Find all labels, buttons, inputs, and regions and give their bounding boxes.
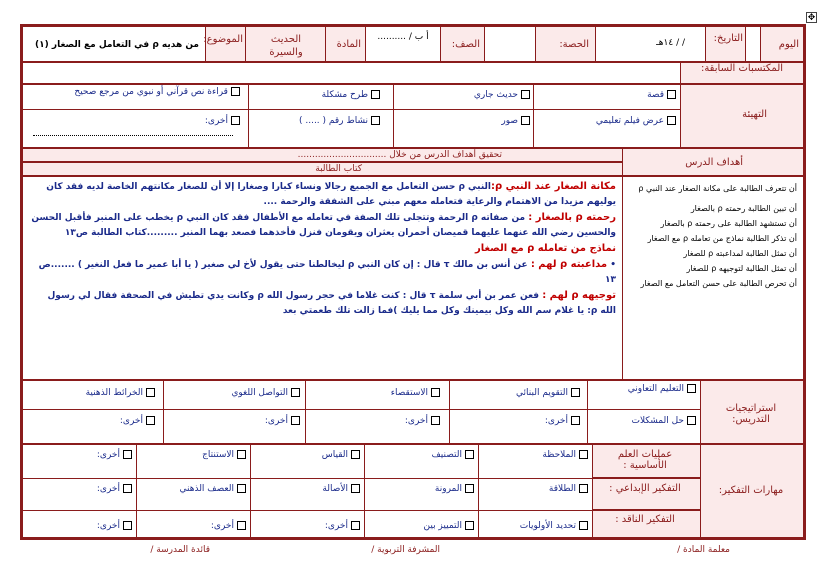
lesson-body: فعن عمر بن أبي سلمة τ قال : كنت غلاما في حجر رسول الله ρ وكانت يدي تطيش في الصحفة فقال لي رسول الله ρ: يا غلام سم الله وكل بيمينك وكل مما يليك )فما زالت تلك طعمتي بعد [47,291,616,316]
strategy-label: التعليم التعاوني [627,384,684,394]
skill-label: أخرى: [324,521,348,531]
objectives-header: تحقيق أهداف الدرس من خلال ............................... [297,150,502,160]
skill-other[interactable] [325,520,360,532]
basic-science-label-cell [592,444,701,478]
period-value-cell[interactable] [484,26,536,62]
warmup-label-cell [680,84,804,148]
period-label: الحصة: [559,39,589,50]
date-cell [705,26,746,62]
checkbox-icon[interactable] [571,388,580,397]
creative-thinking-label-cell [592,478,701,510]
skill-other[interactable] [97,520,132,532]
skill-label: أخرى: [210,521,234,531]
lesson-paragraph-2 [29,210,616,241]
date-value: / / ١٤هـ [656,38,685,48]
warmup-option-current-event[interactable] [474,89,530,101]
lesson-heading: مداعبته ρ لهم : [530,259,608,270]
thinking-grid [22,444,593,538]
student-book-cell [22,162,623,176]
strategies-grid [22,380,701,444]
prior-knowledge-label-cell [680,62,804,84]
checkbox-icon[interactable] [465,484,474,493]
warmup-option-label: قصة [647,90,664,100]
checkbox-icon[interactable] [231,116,240,125]
checkbox-icon[interactable] [146,416,155,425]
skill-originality[interactable] [322,483,360,495]
checkbox-icon[interactable] [521,116,530,125]
checkbox-icon[interactable] [371,90,380,99]
checkbox-icon[interactable] [123,521,132,530]
skill-brainstorming[interactable] [180,483,247,495]
day-cell [760,26,804,62]
checkbox-icon[interactable] [351,450,360,459]
skill-label: أخرى: [96,450,120,460]
skill-label: الاستنتاج [202,450,234,460]
checkbox-icon[interactable] [291,416,300,425]
topic-value: من هديه ρ في التعامل مع الصغار (١) [35,40,199,50]
skill-label: أخرى: [96,484,120,494]
warmup-option-label: نشاط رقم ( ..... ) [298,116,368,126]
lesson-body: من صفاته ρ الرحمة وتتجلى تلك الصفة في تعامله مع الأطفال فقد كان النبي ρ يخطب على المنبر فأقبل الحسن والحسين رضي الله عنهما عليهما قميصان أحمران يعثران ويقومان فنزل فأخذهما فصعد بهما المنبر .........كتاب الطالبة ص١٣ [31,213,616,238]
strategy-other[interactable] [545,415,580,427]
checkbox-icon[interactable] [351,484,360,493]
warmup-options [22,84,681,148]
lesson-paragraph-5 [29,288,616,319]
checkbox-icon[interactable] [579,484,588,493]
checkbox-icon[interactable] [431,416,440,425]
lesson-heading: توجيهه ρ لهم : [542,290,616,301]
prior-knowledge-field[interactable] [22,62,681,84]
day-label: اليوم [778,39,799,50]
skill-label: التمييز بين [423,521,462,531]
objective-item: أن تستشهد الطالبة على رحمته ρ بالصغار [660,219,797,228]
topic-value-cell [22,26,206,62]
skill-label: المرونة [434,484,462,494]
strategies-label-cell [700,380,804,444]
checkbox-icon[interactable] [237,521,246,530]
skill-other[interactable] [97,449,132,461]
lesson-heading: نماذج من تعامله ρ مع الصغار [474,243,616,254]
thinking-label: مهارات التفكير: [718,485,784,496]
week-label: أ ب / .......... [377,32,429,42]
strategy-other[interactable] [405,415,440,427]
skill-label: العصف الذهني [179,484,234,494]
critical-thinking-label: التفكير الناقد : [615,514,675,525]
critical-thinking-label-cell [592,510,701,538]
checkbox-icon[interactable] [571,416,580,425]
warmup-other-dots [33,127,233,136]
prior-knowledge-label: المكتسبات السابقة: [700,63,784,74]
move-handle-icon[interactable]: ✥ [807,13,816,23]
skill-label: الطلاقة [548,484,576,494]
lesson-body: النبي ρ حسن التعامل مع الجميع رجالا ونساء كبارا وصغارا إلا أن للصغار مكانتهم الخاصة لديه فقد كان يوليهم مزيدا من الاهتمام والرعاية فتعامله معهم مبني على الشفقة والرحمة .... [46,182,616,207]
objectives-header-cell [22,148,623,162]
checkbox-icon[interactable] [687,416,696,425]
warmup-option-pictures[interactable] [501,115,530,127]
date-value-cell[interactable] [595,26,706,62]
date-label: التاريخ: [713,33,743,44]
strategy-problem-solving[interactable] [631,415,696,427]
skill-label: التصنيف [431,450,462,460]
strategy-mindmaps[interactable] [86,387,155,399]
warmup-option-label: أخرى: [204,116,228,126]
checkbox-icon[interactable] [231,87,240,96]
strategy-label: التقويم البنائي [516,388,568,398]
warmup-option-activity[interactable] [299,115,380,127]
strategy-label: أخرى: [544,416,568,426]
skill-observation[interactable] [542,449,588,461]
warmup-option-text[interactable] [26,87,240,98]
lesson-paragraph-4: • مداعبته ρ لهم : عن أنس بن مالك τ قال : إن كان النبي ρ ليخالطنا حتى يقول لأخ لي صغير ( يا أبا عمير ما فعل النغير ) .......ص ١٣ [38,259,616,285]
checkbox-icon[interactable] [371,116,380,125]
supervisor-signature: المشرفة التربوية / [371,545,440,555]
day-value-cell[interactable] [745,26,761,62]
skill-fluency[interactable] [549,483,588,495]
objective-item: أن تبين الطالبة رحمته ρ بالصغار [690,204,797,213]
checkbox-icon[interactable] [579,450,588,459]
warmup-option-label: صور [501,116,518,126]
strategy-label: الخرائط الذهنية [85,388,143,398]
strategy-other[interactable] [120,415,155,427]
objectives-list [622,176,804,380]
skill-label: القياس [321,450,348,460]
strategy-label: أخرى: [264,416,288,426]
topic-cell [205,26,246,62]
objective-item: أن تحرص الطالبة على حسن التعامل مع الصغار [640,279,797,288]
strategy-label: أخرى: [119,416,143,426]
objective-item: أن تمثل الطالبة لتوجيهه ρ للصغار [686,264,797,273]
strategy-label: أخرى: [404,416,428,426]
lesson-content [22,176,623,380]
principal-signature: قائدة المدرسة / [150,545,210,555]
skill-label: تحديد الأولويات [519,521,576,531]
checkbox-icon[interactable] [146,388,155,397]
warmup-option-other[interactable] [205,115,240,127]
strategy-other[interactable] [265,415,300,427]
lesson-heading: مكانة الصغار عند النبي ρ: [490,181,616,192]
warmup-option-story[interactable] [647,89,676,101]
subject-cell [325,26,366,62]
skill-other[interactable] [211,520,246,532]
week-cell[interactable] [365,26,441,62]
skill-distinguishing[interactable] [424,520,475,532]
lesson-paragraph-1 [29,179,616,210]
checkbox-icon[interactable] [521,90,530,99]
basic-science-label: عمليات العلم الأساسية : [617,449,673,471]
checkbox-icon[interactable] [123,484,132,493]
unit-cell [245,26,326,62]
topic-label: الموضوع: [203,34,243,45]
checkbox-icon[interactable] [579,521,588,530]
checkbox-icon[interactable] [237,484,246,493]
student-book-label: كتاب الطالبة [315,164,362,174]
warmup-label: التهيئة [742,109,767,120]
teacher-signature: معلمة المادة / [677,545,730,555]
creative-thinking-label: التفكير الإبداعي : [609,483,681,494]
skill-label: أخرى: [96,521,120,531]
warmup-option-film[interactable] [596,115,676,127]
checkbox-icon[interactable] [237,450,246,459]
skill-inference[interactable] [202,449,246,461]
checkbox-icon[interactable] [291,388,300,397]
warmup-option-problem[interactable] [322,89,380,101]
warmup-option-label: قراءة نص قرآني أو نبوي من مرجع صحيح [74,87,228,97]
checkbox-icon[interactable] [351,521,360,530]
checkbox-icon[interactable] [687,384,696,393]
checkbox-icon[interactable] [667,90,676,99]
subject-label: المادة [336,39,361,50]
skill-other[interactable] [97,483,132,495]
skill-classification[interactable] [431,449,474,461]
checkbox-icon[interactable] [431,388,440,397]
checkbox-icon[interactable] [667,116,676,125]
strategies-label: استراتيجيات التدريس: [725,403,777,425]
unit-label: الحديث والسيرة [269,34,303,58]
class-cell [440,26,485,62]
class-label: الصف: [451,39,480,50]
strategy-inquiry[interactable] [391,387,440,399]
strategy-label: الاستقصاء [390,388,428,398]
objective-item: أن تتعرف الطالبة على مكانة الصغار عند النبي ρ [638,184,797,193]
warmup-option-label: عرض فيلم تعليمي [595,116,664,126]
objectives-label-cell [622,148,804,176]
thinking-label-cell [700,444,804,538]
strategy-label: التواصل اللغوي [231,388,288,398]
strategy-cooperative[interactable] [596,384,696,395]
strategy-communication[interactable] [231,387,300,399]
skill-label: الأصالة [322,484,348,494]
lesson-heading: رحمته ρ بالصغار : [528,212,616,223]
warmup-option-label: حديث جاري [473,90,518,100]
skill-prioritizing[interactable] [520,520,588,532]
period-cell [535,26,596,62]
objectives-label: أهداف الدرس [685,157,743,168]
skill-measurement[interactable] [322,449,360,461]
checkbox-icon[interactable] [465,521,474,530]
checkbox-icon[interactable] [123,450,132,459]
lesson-paragraph-3 [29,241,616,257]
skill-flexibility[interactable] [435,483,474,495]
lesson-text [29,179,616,319]
skill-label: الملاحظة [542,450,576,460]
objective-item: أن تمثل الطالبة لمداعبته ρ للصغار [683,249,797,258]
checkbox-icon[interactable] [465,450,474,459]
strategy-label: حل المشكلات [631,416,684,426]
strategy-formative[interactable] [516,387,580,399]
warmup-option-label: طرح مشكلة [321,90,368,100]
lesson-body: عن أنس بن مالك τ قال : إن كان النبي ρ ليخالطنا حتى يقول لأخ لي صغير ( يا أبا عمير ما فعل النغير ) .......ص ١٣ [38,260,616,285]
objective-item: أن تذكر الطالبة نماذج من تعامله ρ مع الصغار [647,234,797,243]
